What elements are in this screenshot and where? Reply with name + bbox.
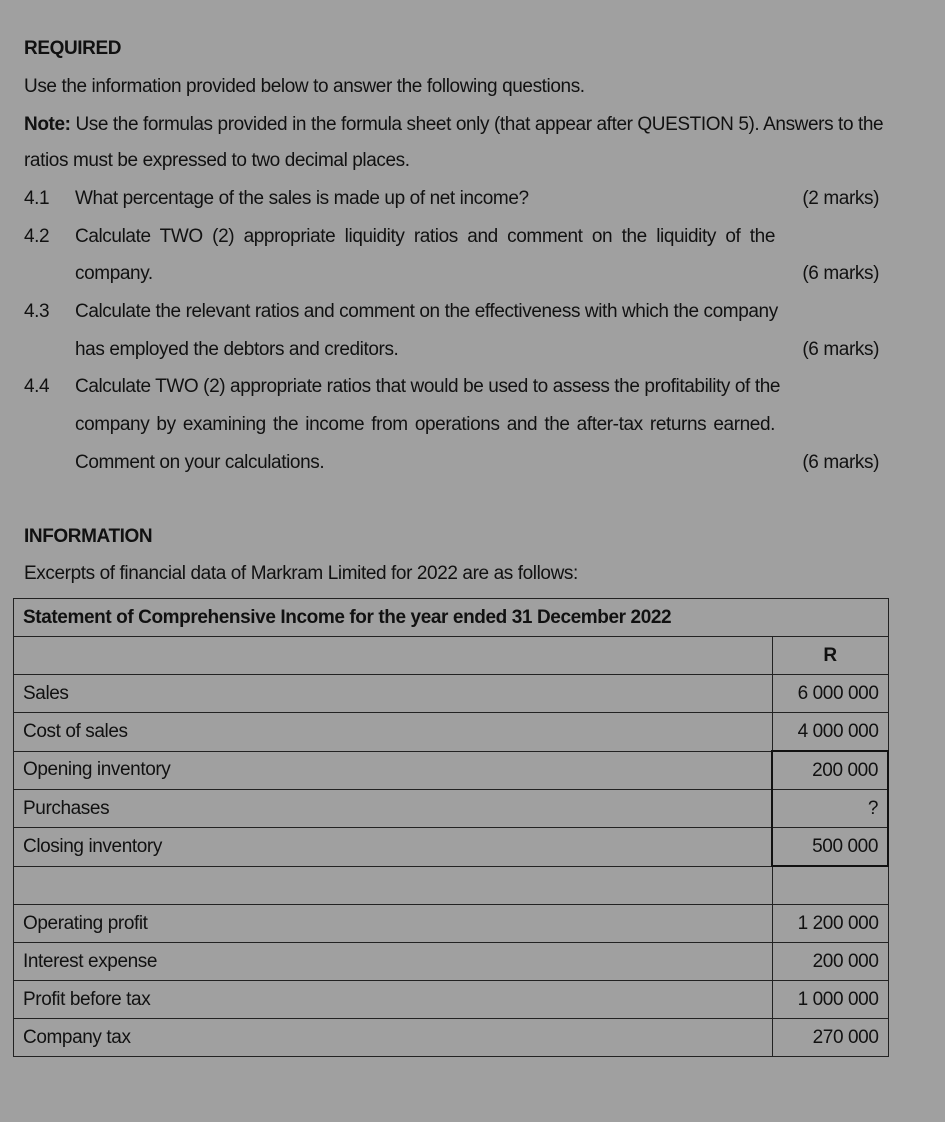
question-text: Calculate the relevant ratios and comment on the effectiveness with which the company bbox=[75, 301, 778, 322]
question-number: 4.3 bbox=[24, 301, 50, 322]
table-title-row bbox=[14, 599, 889, 637]
question-number: 4.1 bbox=[24, 188, 50, 209]
row-label bbox=[14, 866, 773, 905]
table-row bbox=[14, 751, 889, 790]
table-header-row bbox=[14, 637, 889, 675]
note-line-2: ratios must be expressed to two decimal places. bbox=[24, 150, 410, 171]
question-text: Calculate TWO (2) appropriate ratios that would be used to assess the profitability of the bbox=[75, 376, 781, 397]
question-number: 4.4 bbox=[24, 376, 50, 397]
note-text-1: Use the formulas provided in the formula sheet only (that appear after QUESTION 5). Answers to the bbox=[70, 114, 884, 135]
required-heading: REQUIRED bbox=[24, 38, 122, 59]
question-marks: (6 marks) bbox=[802, 339, 879, 360]
table-row bbox=[14, 1019, 889, 1057]
row-value: 270 000 bbox=[772, 1019, 888, 1057]
table-row bbox=[14, 981, 889, 1019]
row-label: Purchases bbox=[14, 790, 773, 828]
header-label-cell bbox=[14, 637, 773, 675]
row-label: Operating profit bbox=[14, 905, 773, 943]
row-value: 500 000 bbox=[772, 828, 888, 867]
table-row bbox=[14, 713, 889, 752]
question-marks: (6 marks) bbox=[802, 452, 879, 473]
row-value: 200 000 bbox=[772, 751, 888, 790]
question-marks: (6 marks) bbox=[802, 263, 879, 284]
currency-header: R bbox=[772, 637, 888, 675]
note-line-1 bbox=[24, 113, 883, 137]
row-value: 200 000 bbox=[772, 943, 888, 981]
row-label: Sales bbox=[14, 675, 773, 713]
statement-title: Statement of Comprehensive Income for the year ended 31 December 2022 bbox=[14, 599, 889, 637]
question-text: What percentage of the sales is made up of net income? bbox=[75, 188, 529, 209]
row-label: Company tax bbox=[14, 1019, 773, 1057]
question-text: company by examining the income from operations and the after-tax returns earned. bbox=[75, 414, 775, 435]
table-row bbox=[14, 675, 889, 713]
question-marks: (2 marks) bbox=[802, 188, 879, 209]
row-label: Cost of sales bbox=[14, 713, 773, 752]
table-row bbox=[14, 943, 889, 981]
note-label: Note: bbox=[24, 114, 71, 135]
table-row bbox=[14, 905, 889, 943]
required-intro: Use the information provided below to answer the following questions. bbox=[24, 76, 585, 97]
row-label: Closing inventory bbox=[14, 828, 773, 867]
row-label: Interest expense bbox=[14, 943, 773, 981]
row-value: ? bbox=[772, 790, 888, 828]
row-value bbox=[772, 866, 888, 905]
row-value: 1 000 000 bbox=[772, 981, 888, 1019]
table-row bbox=[14, 790, 889, 828]
question-text: company. bbox=[75, 263, 153, 284]
row-value: 6 000 000 bbox=[772, 675, 888, 713]
row-value: 1 200 000 bbox=[772, 905, 888, 943]
question-text: has employed the debtors and creditors. bbox=[75, 339, 399, 360]
information-heading: INFORMATION bbox=[24, 526, 153, 547]
row-label: Profit before tax bbox=[14, 981, 773, 1019]
table-row bbox=[14, 866, 889, 905]
question-text: Calculate TWO (2) appropriate liquidity ratios and comment on the liquidity of the bbox=[75, 226, 775, 247]
row-label: Opening inventory bbox=[14, 751, 773, 790]
income-statement-table bbox=[13, 598, 889, 1057]
table-row bbox=[14, 828, 889, 867]
question-number: 4.2 bbox=[24, 226, 50, 247]
row-value: 4 000 000 bbox=[772, 713, 888, 752]
information-intro: Excerpts of financial data of Markram Limited for 2022 are as follows: bbox=[24, 563, 578, 584]
question-text: Comment on your calculations. bbox=[75, 452, 325, 473]
